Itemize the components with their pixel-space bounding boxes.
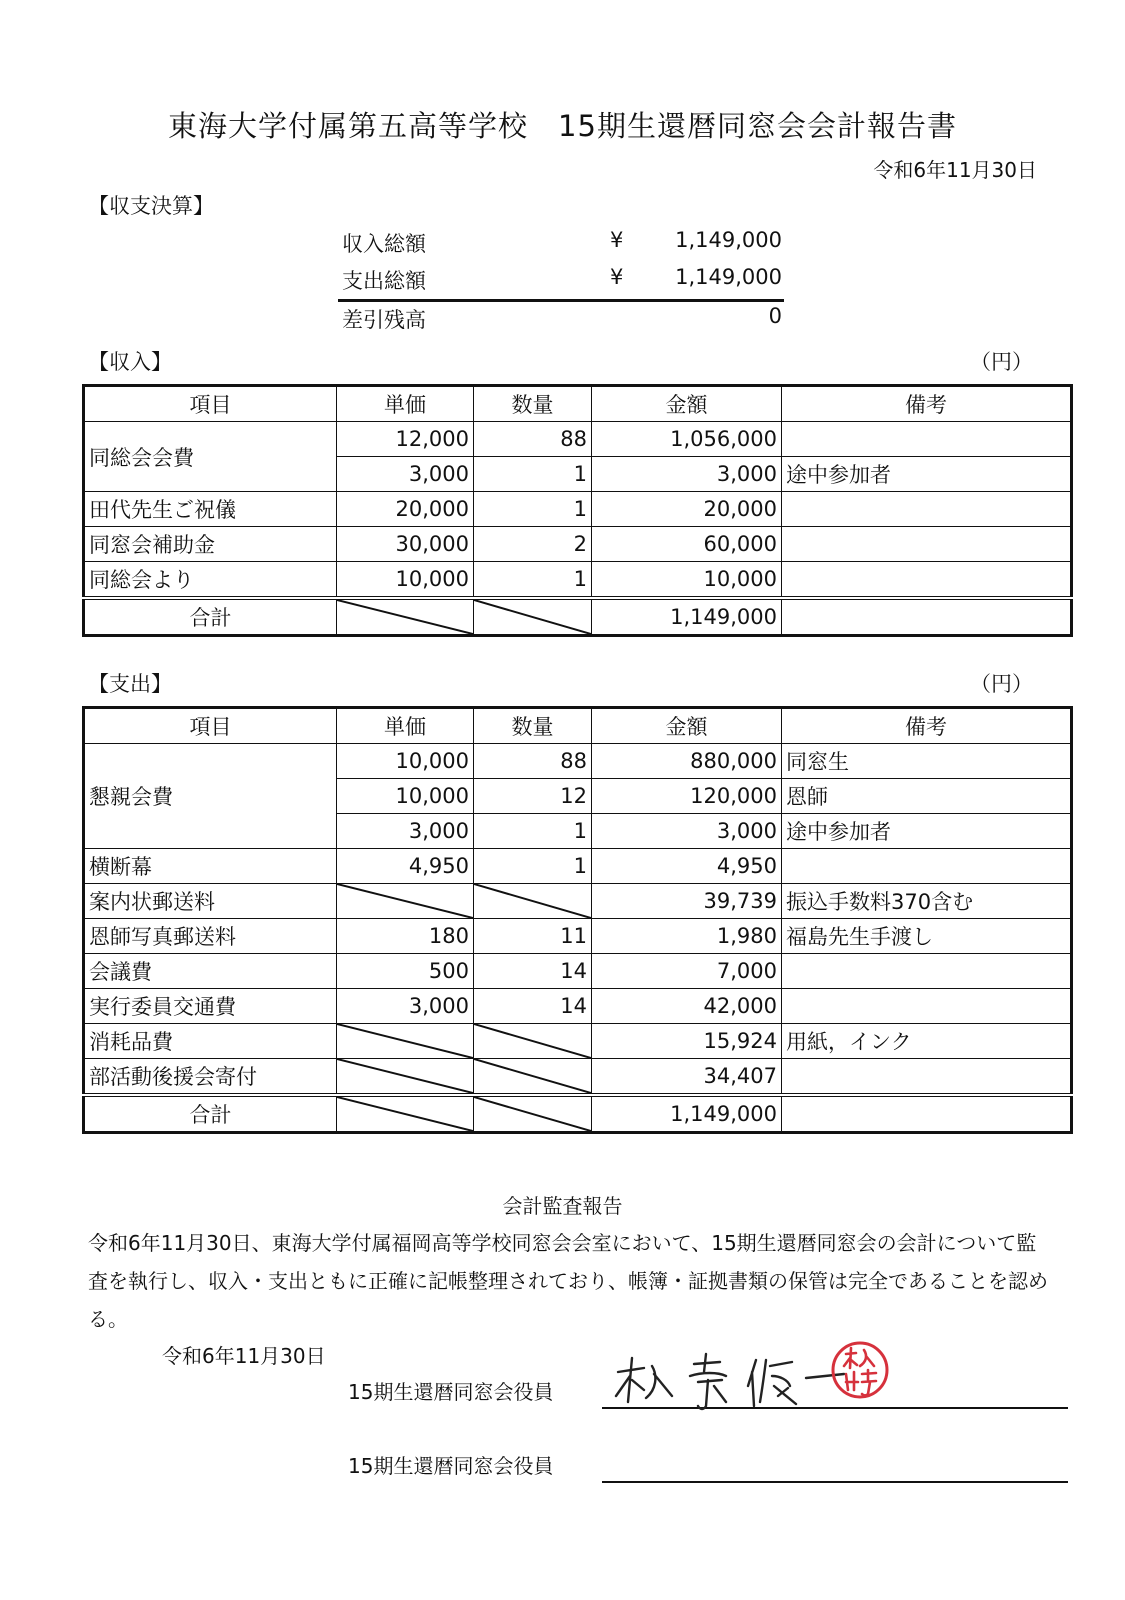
income-table — [82, 384, 1073, 637]
row-amount: 42,000 — [592, 989, 782, 1024]
row-qty: 1 — [474, 562, 592, 599]
row-item: 案内状郵送料 — [84, 884, 337, 919]
row-unit-price: 10,000 — [337, 744, 474, 779]
row-unit-price: 30,000 — [337, 527, 474, 562]
total-label: 合計 — [84, 598, 337, 636]
table-header-row — [84, 708, 1072, 744]
row-amount: 3,000 — [592, 457, 782, 492]
summary-row-amount: 0 — [768, 304, 782, 328]
row-qty: 2 — [474, 527, 592, 562]
row-amount: 1,980 — [592, 919, 782, 954]
audit-title: 会計監査報告 — [502, 1194, 623, 1218]
row-item: 同窓会補助金 — [84, 527, 337, 562]
row-note: 振込手数料370含む — [782, 884, 1072, 919]
report-date: 令和6年11月30日 — [873, 158, 1037, 182]
table-row — [84, 1059, 1072, 1096]
row-qty: 1 — [474, 492, 592, 527]
summary-balance-row — [342, 300, 782, 336]
row-amount: 39,739 — [592, 884, 782, 919]
row-amount: 120,000 — [592, 779, 782, 814]
diagonal-slash-cell — [337, 598, 474, 636]
row-qty: 88 — [474, 744, 592, 779]
empty-note — [782, 1095, 1072, 1133]
diagonal-slash-cell — [474, 598, 592, 636]
summary-expense-row — [342, 261, 782, 297]
table-row — [84, 884, 1072, 919]
row-note — [782, 492, 1072, 527]
summary-income-row — [342, 224, 782, 260]
row-unit-price: 3,000 — [337, 457, 474, 492]
summary-row-label: 収入総額 — [342, 232, 426, 256]
name-seal — [828, 1338, 892, 1402]
row-unit-price: 500 — [337, 954, 474, 989]
col-header-item: 項目 — [84, 386, 337, 422]
row-qty: 1 — [474, 814, 592, 849]
row-note — [782, 849, 1072, 884]
row-note — [782, 562, 1072, 599]
row-item: 会議費 — [84, 954, 337, 989]
report-title: 東海大学付属第五高等学校 15期生還暦同窓会会計報告書 — [168, 109, 957, 143]
row-item: 田代先生ご祝儀 — [84, 492, 337, 527]
row-amount: 3,000 — [592, 814, 782, 849]
total-amount: 1,149,000 — [592, 1095, 782, 1133]
row-unit-price: 20,000 — [337, 492, 474, 527]
row-note: 恩師 — [782, 779, 1072, 814]
row-unit-price: 4,950 — [337, 849, 474, 884]
row-note: 福島先生手渡し — [782, 919, 1072, 954]
row-amount: 1,056,000 — [592, 422, 782, 457]
signature-line-2 — [602, 1481, 1068, 1483]
officer-label-2: 15期生還暦同窓会役員 — [348, 1454, 554, 1478]
table-row — [84, 527, 1072, 562]
row-amount: 880,000 — [592, 744, 782, 779]
col-header-amount: 金額 — [592, 386, 782, 422]
row-qty: 12 — [474, 779, 592, 814]
diagonal-slash-cell — [337, 1024, 474, 1059]
row-note — [782, 527, 1072, 562]
table-row — [84, 849, 1072, 884]
row-qty: 88 — [474, 422, 592, 457]
income-unit-label: （円） — [970, 350, 1033, 374]
diagonal-slash-cell — [337, 884, 474, 919]
expense-section-label: 【支出】 — [88, 672, 172, 696]
row-note: 同窓生 — [782, 744, 1072, 779]
total-label: 合計 — [84, 1095, 337, 1133]
diagonal-slash-cell — [474, 1024, 592, 1059]
row-note: 用紙，インク — [782, 1024, 1072, 1059]
row-item: 部活動後援会寄付 — [84, 1059, 337, 1096]
diagonal-slash-cell — [474, 1095, 592, 1133]
total-amount: 1,149,000 — [592, 598, 782, 636]
table-row — [84, 492, 1072, 527]
empty-note — [782, 598, 1072, 636]
col-header-amount: 金額 — [592, 708, 782, 744]
table-row — [84, 989, 1072, 1024]
row-note — [782, 422, 1072, 457]
audit-date: 令和6年11月30日 — [162, 1344, 326, 1368]
row-amount: 60,000 — [592, 527, 782, 562]
table-row — [84, 744, 1072, 779]
row-unit-price: 12,000 — [337, 422, 474, 457]
row-item: 実行委員交通費 — [84, 989, 337, 1024]
total-row — [84, 1095, 1072, 1133]
row-unit-price: 3,000 — [337, 989, 474, 1024]
row-unit-price: 3,000 — [337, 814, 474, 849]
diagonal-slash-cell — [337, 1059, 474, 1096]
row-amount: 10,000 — [592, 562, 782, 599]
summary-section-label: 【収支決算】 — [88, 194, 214, 218]
row-item: 同総会より — [84, 562, 337, 599]
table-row — [84, 422, 1072, 457]
row-item: 恩師写真郵送料 — [84, 919, 337, 954]
summary-row-label: 支出総額 — [342, 269, 426, 293]
row-note — [782, 954, 1072, 989]
table-header-row — [84, 386, 1072, 422]
diagonal-slash-cell — [337, 1095, 474, 1133]
row-amount: 7,000 — [592, 954, 782, 989]
row-note: 途中参加者 — [782, 814, 1072, 849]
row-note: 途中参加者 — [782, 457, 1072, 492]
table-row — [84, 919, 1072, 954]
summary-row-amount: 1,149,000 — [675, 228, 782, 252]
summary-row-amount: 1,149,000 — [675, 265, 782, 289]
expense-unit-label: （円） — [970, 672, 1033, 696]
row-item: 懇親会費 — [84, 744, 337, 849]
col-header-item: 項目 — [84, 708, 337, 744]
diagonal-slash-cell — [474, 1059, 592, 1096]
row-note — [782, 1059, 1072, 1096]
col-header-unit-price: 単価 — [337, 386, 474, 422]
income-section-label: 【収入】 — [88, 350, 172, 374]
summary-row-label: 差引残高 — [342, 308, 426, 332]
officer-label-1: 15期生還暦同窓会役員 — [348, 1380, 554, 1404]
col-header-note: 備考 — [782, 708, 1072, 744]
col-header-unit-price: 単価 — [337, 708, 474, 744]
row-amount: 20,000 — [592, 492, 782, 527]
row-unit-price: 10,000 — [337, 779, 474, 814]
total-row — [84, 598, 1072, 636]
row-qty: 14 — [474, 989, 592, 1024]
row-amount: 34,407 — [592, 1059, 782, 1096]
row-unit-price: 180 — [337, 919, 474, 954]
col-header-note: 備考 — [782, 386, 1072, 422]
row-amount: 15,924 — [592, 1024, 782, 1059]
audit-body: 令和6年11月30日、東海大学付属福岡高等学校同窓会会室において、15期生還暦同窓会の会計について監査を執行し、収入・支出ともに正確に記帳整理されており、帳簿・証拠書類の保管は完全であることを認める。 — [88, 1231, 1048, 1331]
row-note — [782, 989, 1072, 1024]
yen-sign: ¥ — [610, 228, 624, 252]
row-qty: 14 — [474, 954, 592, 989]
row-item: 横断幕 — [84, 849, 337, 884]
yen-sign: ¥ — [610, 265, 624, 289]
col-header-qty: 数量 — [474, 386, 592, 422]
row-amount: 4,950 — [592, 849, 782, 884]
row-item: 同総会会費 — [84, 422, 337, 492]
table-row — [84, 1024, 1072, 1059]
row-item: 消耗品費 — [84, 1024, 337, 1059]
col-header-qty: 数量 — [474, 708, 592, 744]
table-row — [84, 954, 1072, 989]
table-row — [84, 562, 1072, 599]
expense-table — [82, 706, 1073, 1134]
diagonal-slash-cell — [474, 884, 592, 919]
row-unit-price: 10,000 — [337, 562, 474, 599]
row-qty: 1 — [474, 849, 592, 884]
row-qty: 1 — [474, 457, 592, 492]
row-qty: 11 — [474, 919, 592, 954]
